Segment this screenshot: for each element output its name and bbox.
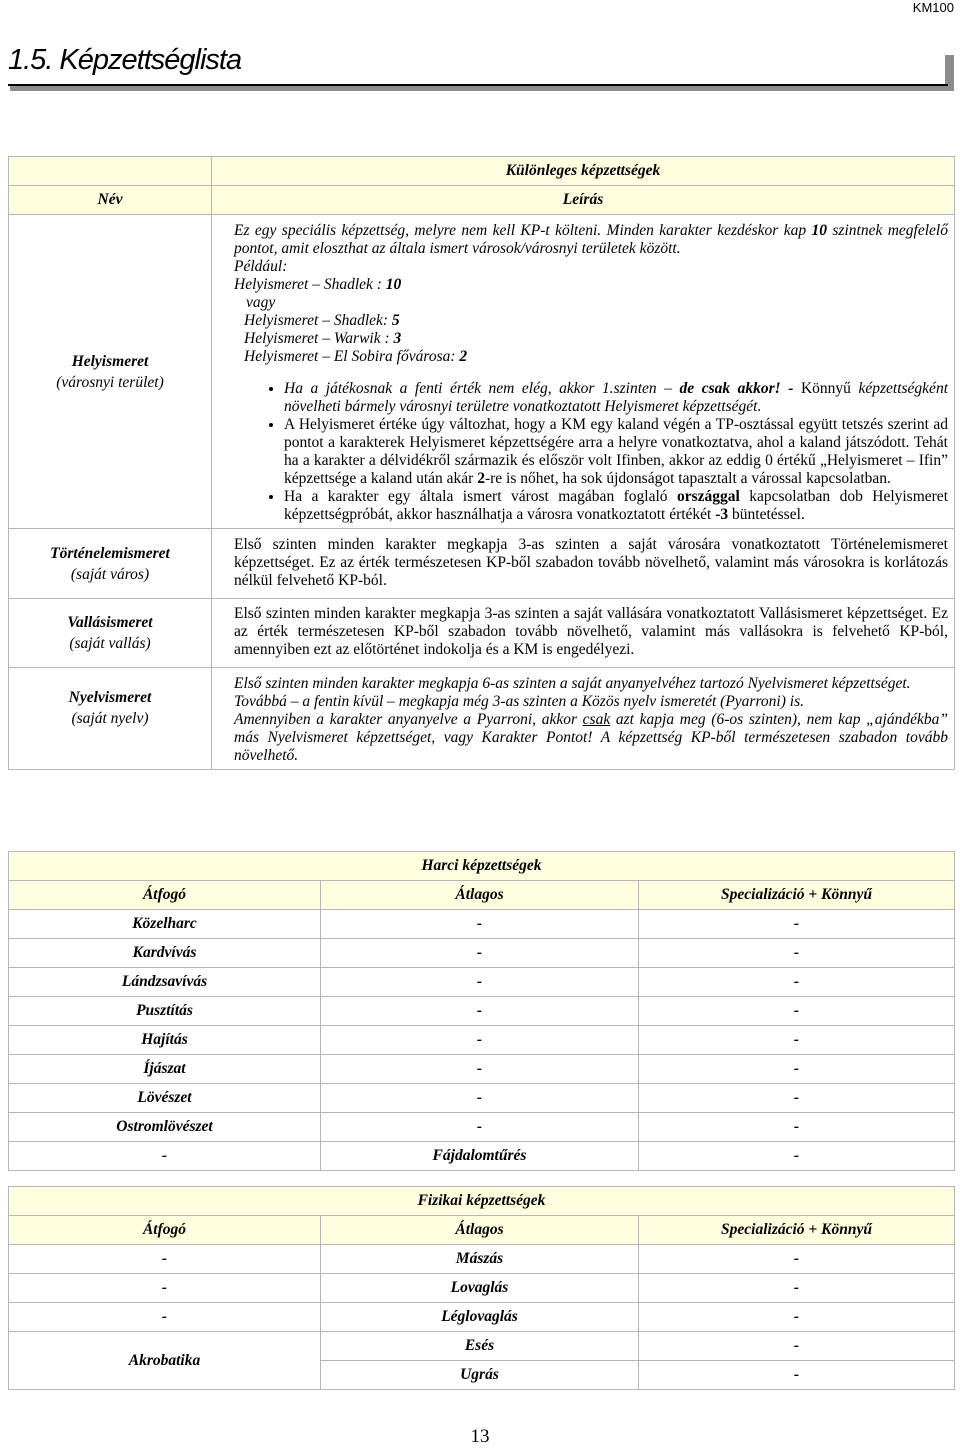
table-row [9, 910, 955, 939]
table-row [9, 157, 955, 186]
table-row [9, 939, 955, 968]
skill-cell: - [639, 1084, 955, 1113]
skill-cell: Léglovaglás [321, 1303, 639, 1332]
skill-cell: - [639, 1361, 955, 1390]
table-row [9, 1216, 955, 1245]
table-row [9, 1245, 955, 1274]
column-header-description: Leírás [212, 186, 955, 215]
skill-title: Helyismeret [71, 352, 149, 370]
skill-name-helyismeret [9, 215, 212, 529]
column-header-name: Név [9, 186, 212, 215]
page-title: 1.5. Képzettséglista [8, 44, 242, 76]
combat-skills-heading: Harci képzettségek [9, 852, 955, 881]
table-row [9, 599, 955, 668]
skill-cell: - [321, 968, 639, 997]
table-row [9, 529, 955, 599]
skill-subtitle: (városnyi terület) [56, 373, 164, 391]
table-row [9, 1084, 955, 1113]
table-row [9, 852, 955, 881]
column-header-average: Átlagos [321, 881, 639, 910]
skill-cell: - [639, 1026, 955, 1055]
table-row [9, 1332, 955, 1361]
column-header-specialization: Specializáció + Könnyű [639, 881, 955, 910]
skill-cell: Lándzsavívás [9, 968, 321, 997]
rules-list [234, 380, 948, 524]
skill-cell: - [639, 1113, 955, 1142]
skill-cell: - [639, 910, 955, 939]
list-item: • Ha a karakter egy általa ismert várost magában foglaló országgal kapcsolatban dob Helyismeret képzettségpróbát, akkor használhatja a városra vonatkoztatott értékét -3 büntetéssel. [284, 488, 948, 524]
skill-cell: - [639, 939, 955, 968]
skill-cell: - [9, 1274, 321, 1303]
skill-cell: Mászás [321, 1245, 639, 1274]
table-row [9, 1055, 955, 1084]
table-row [9, 1303, 955, 1332]
skill-desc-nyelv: Első szinten minden karakter megkapja 6-as szinten a saját anyanyelvéhez tartozó Nyelvismeret képzettséget. Továbbá – a fentin kívül – megkapja még 3-as szinten a Közös nyelv ismeretét (Pyarroni) is. Amennyiben a karakter anyanyelve a Pyarroni, akkor csak azt kapja meg (6-os szinten), nem kap „ajándékba” más Nyelvismeret képzettséget, vagy Karakter Pontot! A képzettség KP-ből természetesen szabadon tovább növelhető. [212, 668, 955, 770]
table-row [9, 968, 955, 997]
skill-cell: - [321, 1113, 639, 1142]
skill-akrobatika: Akrobatika [9, 1332, 321, 1390]
skill-cell: - [639, 968, 955, 997]
table-row [9, 668, 955, 770]
column-header-comprehensive: Átfogó [9, 881, 321, 910]
table-row [9, 1113, 955, 1142]
skill-cell: Pusztítás [9, 997, 321, 1026]
skill-name-nyelv: Nyelvismeret (saját nyelv) [9, 668, 212, 770]
skill-cell: - [321, 910, 639, 939]
column-header-comprehensive: Átfogó [9, 1216, 321, 1245]
skill-desc-helyismeret: Ez egy speciális képzettség, melyre nem kell KP-t költeni. Minden karakter kezdéskor kap 10 szintnek megfelelő pontot, amit eloszthat az általa ismert városok/városnyi területek között. Például: Helyismeret – Shadlek : 10 vagy Helyismeret – Shadlek: 5 Helyismeret – Warwik : 3 Helyismeret – El Sobira fővárosa: 2 • Ha a játékosnak a fenti érték nem elég, akkor 1.szinten – de csak akkor! - Könnyű képzettségként növelheti bármely városnyi területre vonatkoztatott Helyismeret képzettségét. • A Helyismeret értéke úgy változhat, hogy a KM egy kaland végén a TP-osztással együtt tetszés szerint ad pontot a karakterek Helyismeret képzettségére arra a helyre vonatkoztatva, ahol a kaland játszódott. Tehát ha a karakter a délvidékről származik és először volt Ifinben, akkor az eddig 0 értékű „Helyismeret – Ifin” képzettsége a kaland után akár 2-re is nőhet, ha sok újdonságot tapasztalt a várossal kapcsolatban. • Ha a karakter egy általa ismert várost magában foglaló országgal kapcsolatban dob Helyismeret képzettségpróbát, akkor használhatja a városra vonatkoztatott értékét -3 büntetéssel. [212, 215, 955, 529]
document-code: KM100 [912, 0, 954, 15]
table-row [9, 215, 955, 529]
skill-cell: Hajítás [9, 1026, 321, 1055]
table-row [9, 881, 955, 910]
page-number: 13 [470, 1426, 490, 1447]
table-row [9, 1187, 955, 1216]
skill-cell: - [321, 939, 639, 968]
special-skills-table [8, 156, 955, 770]
table-row [9, 1274, 955, 1303]
skill-cell: Ostromlövészet [9, 1113, 321, 1142]
skill-desc-tortenelem: Első szinten minden karakter megkapja 3-as szinten a saját városára vonatkoztatott Történelemismeret képzettséget. Ez az érték természetesen KP-ből szabadon tovább növelhető, valamint más városokra is korlátozás nélkül felvehető KP-ból. [212, 529, 955, 599]
skill-cell: Íjászat [9, 1055, 321, 1084]
skill-cell: Ugrás [321, 1361, 639, 1390]
physical-skills-table [8, 1186, 955, 1390]
skill-cell: - [321, 1084, 639, 1113]
list-item: • Ha a játékosnak a fenti érték nem elég, akkor 1.szinten – de csak akkor! - Könnyű képzettségként növelheti bármely városnyi területre vonatkoztatott Helyismeret képzettségét. [284, 380, 948, 416]
title-underline [8, 84, 948, 86]
skill-cell: - [639, 1055, 955, 1084]
skill-cell: Lovaglás [321, 1274, 639, 1303]
skill-cell: - [639, 997, 955, 1026]
column-header-average: Átlagos [321, 1216, 639, 1245]
skill-name-vallas: Vallásismeret (saját vallás) [9, 599, 212, 668]
skill-cell: Lövészet [9, 1084, 321, 1113]
skill-cell: Esés [321, 1332, 639, 1361]
skill-cell: - [9, 1303, 321, 1332]
skill-cell: Közelharc [9, 910, 321, 939]
skill-cell: - [9, 1142, 321, 1171]
skill-cell: Kardvívás [9, 939, 321, 968]
skill-desc-vallas: Első szinten minden karakter megkapja 3-as szinten a saját vallására vonatkoztatott Vallásismeret képzettséget. Ez az érték természetesen KP-ből szabadon tovább növelhető, valamint más vallásokra is felvehető KP-ból, amennyiben ezt az előtörténet indokolja és a KM is engedélyezi. [212, 599, 955, 668]
column-header-specialization: Specializáció + Könnyű [639, 1216, 955, 1245]
skill-cell: - [639, 1245, 955, 1274]
skill-name-tortenelem: Történelemismeret (saját város) [9, 529, 212, 599]
special-skills-heading: Különleges képzettségek [212, 157, 955, 186]
skill-cell: - [639, 1274, 955, 1303]
combat-skills-table [8, 851, 955, 1171]
table-row [9, 1026, 955, 1055]
skill-cell: - [321, 1055, 639, 1084]
list-item: • A Helyismeret értéke úgy változhat, hogy a KM egy kaland végén a TP-osztással együtt tetszés szerint ad pontot a karakterek Helyismeret képzettségére arra a helyre vonatkoztatva, ahol a kaland játszódott. Tehát ha a karakter a délvidékről származik és először volt Ifinben, akkor az eddig 0 értékű „Helyismeret – Ifin” képzettsége a kaland után akár 2-re is nőhet, ha sok újdonságot tapasztalt a várossal kapcsolatban. [284, 416, 948, 488]
title-shadow-bottom [10, 86, 954, 91]
skill-cell: - [321, 997, 639, 1026]
skill-cell: - [321, 1026, 639, 1055]
skill-cell: - [639, 1303, 955, 1332]
physical-skills-heading: Fizikai képzettségek [9, 1187, 955, 1216]
table-row [9, 1142, 955, 1171]
table-row [9, 997, 955, 1026]
skill-cell: Fájdalomtűrés [321, 1142, 639, 1171]
skill-cell: - [9, 1245, 321, 1274]
table-row [9, 186, 955, 215]
skill-cell: - [639, 1332, 955, 1361]
skill-cell: - [639, 1142, 955, 1171]
